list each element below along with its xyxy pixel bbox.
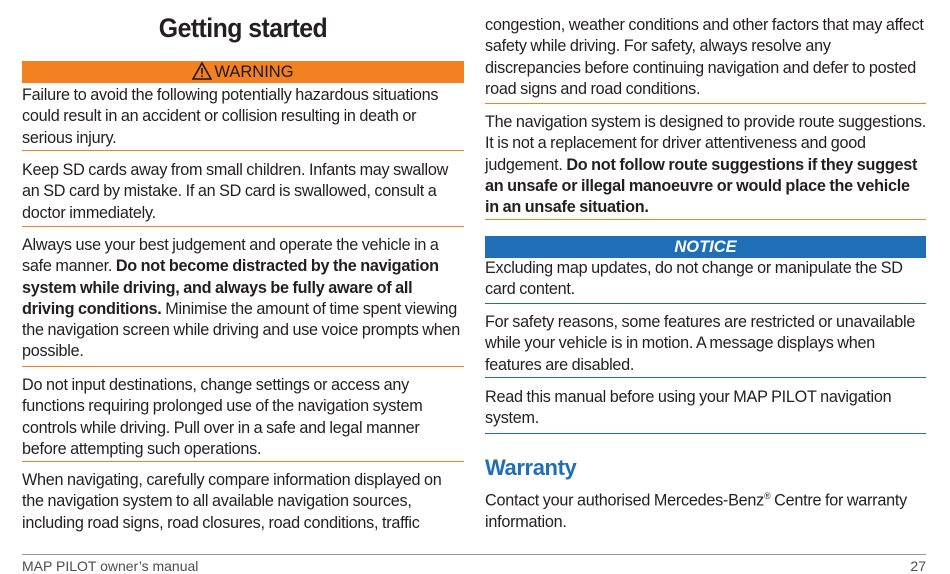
notice-paragraph-1: Excluding map updates, do not change or manipulate the SD card content. [485, 259, 903, 299]
warning-paragraph-1: Failure to avoid the following potentially hazardous situations could result in an accident or collision resulting in death or serious injury. [22, 86, 439, 147]
warning-paragraph-3-text: Always use your best judgement and operate the vehicle in a safe manner. [22, 236, 439, 276]
warning-paragraph-2: Keep SD cards away from small children. Infants may swallow an SD card by mistake. If an SD card is swallowed, consult a doctor immediately. [22, 161, 449, 222]
notice-paragraph-3: Read this manual before using your MAP PILOT navigation system. [485, 388, 892, 428]
warning-paragraph-6 [485, 112, 926, 218]
divider [485, 219, 926, 220]
registered-mark: ® [763, 491, 771, 501]
notice-label: NOTICE [674, 238, 737, 256]
warning-paragraph-5-part-1 [22, 470, 464, 534]
page-title: Getting started [158, 13, 328, 43]
warning-paragraph-6-text: The navigation system is designed to provide route suggestions. It is not a replacement for driver attentiveness and good judgement. [485, 113, 926, 174]
warning-paragraph-5-continued: congestion, weather conditions and other factors that may affect safety while driving. For safety, always resolve any discrepancies before continuing navigation and defer to posted road signs and road conditions. [485, 16, 924, 98]
warning-paragraph-5-part-2 [485, 15, 926, 101]
divider [485, 103, 926, 104]
warning-triangle-icon [192, 62, 212, 86]
warning-paragraph-5-text: When navigating, carefully compare information displayed on the navigation system to all available navigation sources, including road signs, road closures, road conditions, traffic [22, 471, 442, 532]
warning-paragraph-3-text-end: Minimise the amount of time spent viewing the navigation screen while driving and use voice prompts when possible. [22, 299, 461, 361]
warranty-text [485, 486, 926, 533]
notice-paragraph-2: For safety reasons, some features are restricted or unavailable while your vehicle is in motion. A message displays when features are disabled. [485, 313, 916, 374]
divider [485, 433, 926, 434]
warning-label: WARNING [214, 63, 294, 81]
warranty-heading: Warranty [485, 455, 577, 480]
warning-paragraph-3 [22, 235, 464, 363]
warning-banner [22, 61, 464, 83]
page-number: 27 [910, 558, 926, 574]
warning-paragraph-4: Do not input destinations, change settings or access any functions requiring prolonged use of the navigation system controls while driving. Pull over in a safe and legal manner before attempting such operations. [22, 376, 423, 458]
notice-banner [485, 236, 926, 258]
divider [22, 150, 464, 151]
warning-paragraph-3-bold: Do not become distracted by the navigation system while driving, and always be fully aware of all driving conditions. [22, 257, 439, 318]
divider [22, 461, 464, 462]
divider [485, 377, 926, 378]
warning-paragraph-6-bold: Do not follow route suggestions if they suggest an unsafe or illegal manoeuvre or would place the vehicle in an unsafe situation. [485, 155, 918, 217]
divider [22, 366, 464, 367]
divider [22, 226, 464, 227]
footer-manual-title: MAP PILOT owner’s manual [22, 558, 199, 574]
divider [485, 303, 926, 304]
footer-divider [22, 554, 926, 555]
warranty-text-end: Centre for warranty information. [485, 491, 907, 531]
warranty-text-start: Contact your authorised Mercedes-Benz [485, 491, 764, 510]
